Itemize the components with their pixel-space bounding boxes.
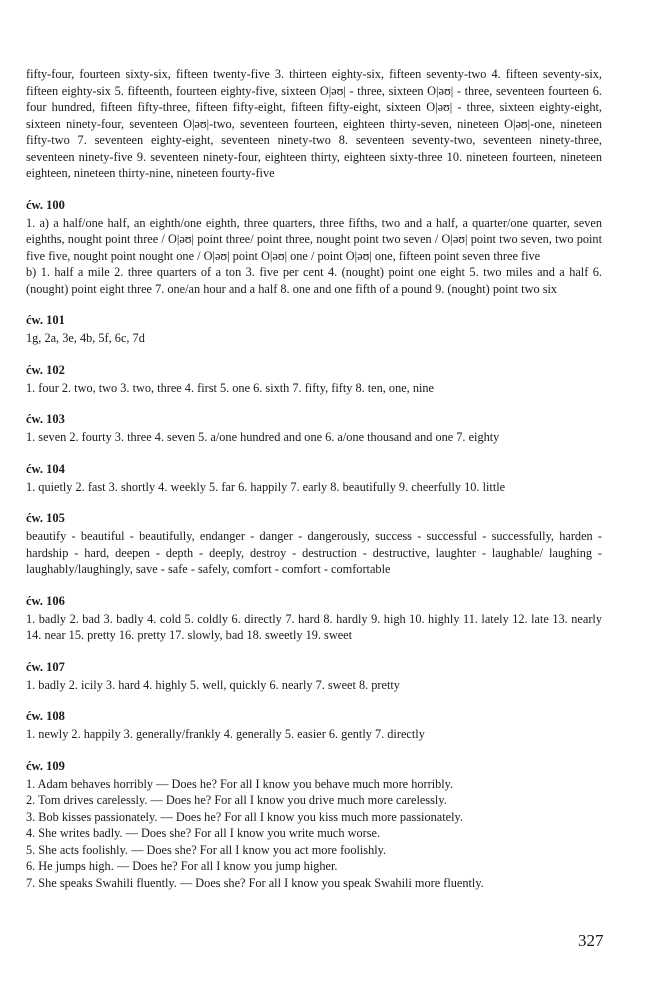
exercise-section: [26, 708, 602, 743]
intro-paragraph: fifty-four, fourteen sixty-six, fifteen twenty-five 3. thirteen eighty-six, fifteen seventy-two 4. fifteen seventy-six, fifteen eighty-six 5. fifteenth, fourteen eighty-five, sixteen O|əʊ| - three, sixteen O|əʊ| - three, seventeen fourteen 6. four hundred, fifteen fifty-three, fifteen fifty-eight, fifteen fifty-eight, sixteen O|əʊ| - three, sixteen eighty-eight, sixteen ninety-four, seventeen O|əʊ|-two, seventeen fourteen, eighteen thirty-seven, nineteen O|əʊ|-one, nineteen fifty-two 7. seventeen eighty-eight, seventeen ninety-two 8. seventeen seventy-two, seventeen ninety-three, seventeen ninety-five 9. seventeen ninety-four, eighteen thirty, eighteen sixty-three 10. nineteen fourteen, nineteen eighteen, nineteen thirty-nine, nineteen fourty-five: [26, 67, 602, 180]
exercise-heading: ćw. 109: [26, 758, 65, 773]
answer-text: 1. seven 2. fourty 3. three 4. seven 5. a/one hundred and one 6. a/one thousand and one 7. eighty: [26, 430, 500, 444]
page-body: [26, 66, 602, 891]
exercise-section: [26, 510, 602, 578]
page-number: 327: [578, 931, 604, 950]
exercise-section: [26, 411, 602, 446]
exercise-heading: ćw. 107: [26, 659, 65, 674]
exercise-heading: ćw. 103: [26, 412, 65, 426]
exercise-section: [26, 593, 602, 644]
answer-text: 1g, 2a, 3e, 4b, 5f, 6c, 7d: [26, 331, 145, 345]
answer-text: 1. badly 2. icily 3. hard 4. highly 5. well, quickly 6. nearly 7. sweet 8. pretty: [26, 677, 400, 692]
exercise-heading: ćw. 102: [26, 362, 65, 377]
answer-text: beautify - beautiful - beautifully, endanger - danger - dangerously, success - successful - successfully, harden - hardship - hard, deepen - depth - deeply, destroy - destruction - destructive, laughter - laughable/ laughing - laughably/laughingly, save - safe - safely, comfort - comfort - comfortable: [26, 529, 602, 576]
exercise-section: [26, 197, 602, 298]
answer-text: 1. Adam behaves horribly — Does he? For all I know you behave much more horribly.: [26, 776, 454, 791]
exercise-heading: ćw. 104: [26, 461, 65, 476]
answer-text: b) 1. half a mile 2. three quarters of a ton 3. five per cent 4. (nought) point one eight 5. two miles and a half 6. (nought) point eight three 7. one/an hour and a half 8. one and one fifth of a pound 9. (nought) point two six: [26, 265, 602, 296]
answer-text: 2. Tom drives carelessly. — Does he? For all I know you drive much more carelessly.: [26, 793, 447, 807]
answer-text: 1. newly 2. happily 3. generally/frankly 4. generally 5. easier 6. gently 7. directly: [26, 727, 425, 741]
exercise-heading: ćw. 108: [26, 709, 65, 723]
exercise-sections: [26, 197, 602, 892]
exercise-heading: ćw. 106: [26, 593, 65, 608]
answer-text: 1. quietly 2. fast 3. shortly 4. weekly 5. far 6. happily 7. early 8. beautifully 9. cheerfully 10. little: [26, 479, 506, 494]
exercise-section: [26, 312, 602, 347]
exercise-section: [26, 461, 602, 496]
exercise-section: [26, 758, 602, 892]
answer-text: 7. She speaks Swahili fluently. — Does she? For all I know you speak Swahili more fluently.: [26, 875, 484, 890]
answer-text: 1. four 2. two, two 3. two, three 4. first 5. one 6. sixth 7. fifty, fifty 8. ten, one, nine: [26, 380, 435, 395]
answer-text: 3. Bob kisses passionately. — Does he? For all I know you kiss much more passionately.: [26, 809, 463, 824]
answer-text: 1. badly 2. bad 3. badly 4. cold 5. coldly 6. directly 7. hard 8. hardly 9. high 10. highly 11. lately 12. late 13. nearly 14. near 15. pretty 16. pretty 17. slowly, bad 18. sweetly 19. sweet: [26, 611, 602, 642]
answer-text: 1. a) a half/one half, an eighth/one eighth, three quarters, three fifths, two and a half, a quarter/one quarter, seven eighths, nought point three / O|əʊ| point three/ point three, nought point two seven / O|əʊ| point two seven, two point five five, nought point nought one / O|əʊ| point O|əʊ| one / point O|əʊ| one, fifteen point seven three five: [26, 215, 602, 263]
answer-text: 6. He jumps high. — Does he? For all I know you jump higher.: [26, 859, 338, 873]
answer-text: 4. She writes badly. — Does she? For all I know you write much worse.: [26, 826, 381, 840]
exercise-heading: ćw. 105: [26, 511, 65, 525]
exercise-section: [26, 362, 602, 397]
answer-text: 5. She acts foolishly. — Does she? For all I know you act more foolishly.: [26, 842, 387, 857]
exercise-heading: ćw. 100: [26, 197, 65, 212]
exercise-heading: ćw. 101: [26, 313, 65, 327]
exercise-section: [26, 659, 602, 694]
